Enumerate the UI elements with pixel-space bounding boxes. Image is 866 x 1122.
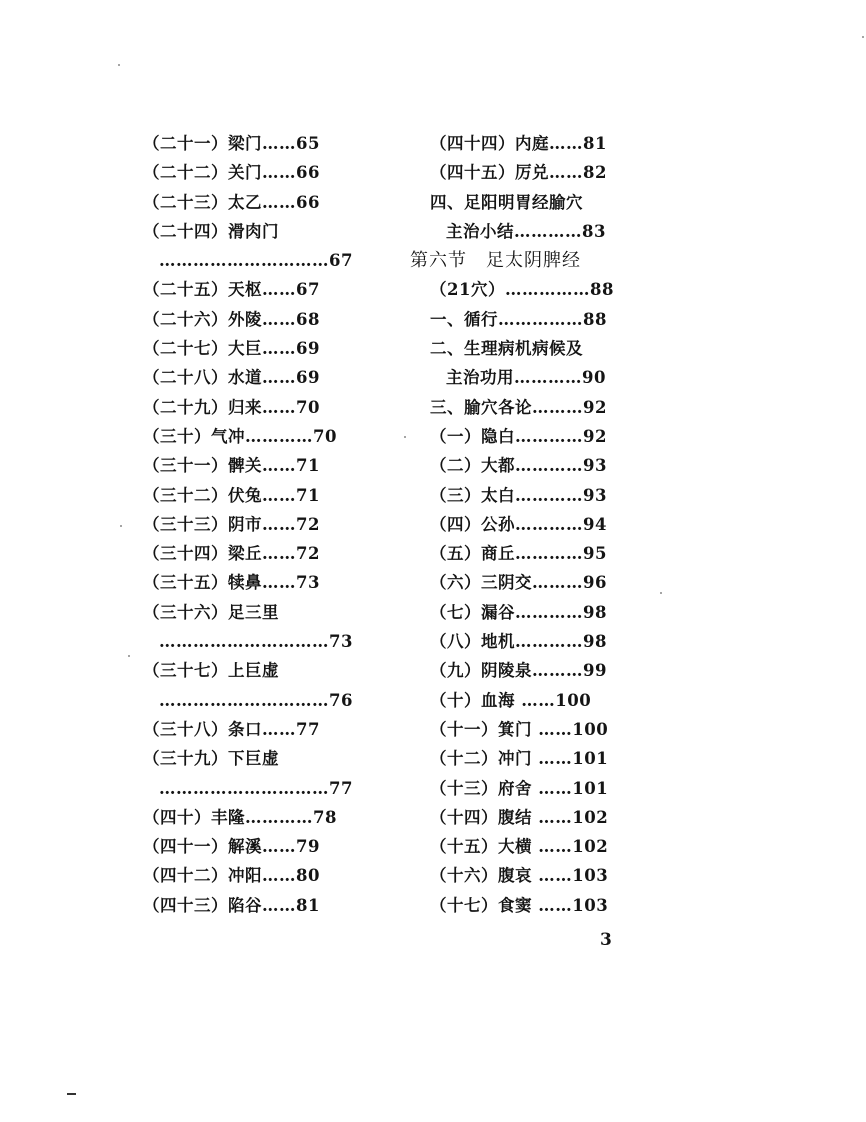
- toc-entry: （四十三）陷谷……81: [143, 895, 320, 915]
- toc-entry: （十三）府舍 ……101: [430, 778, 609, 798]
- toc-entry: 主治功用…………90: [446, 368, 606, 388]
- toc-entry: （四十）丰隆…………78: [143, 807, 337, 827]
- toc-entry: （四十一）解溪……79: [143, 837, 320, 857]
- toc-entry: （三）太白…………93: [430, 485, 607, 505]
- scan-mark: [67, 1093, 76, 1095]
- toc-entry: （三十三）阴市……72: [143, 514, 320, 534]
- toc-entry: （七）漏谷…………98: [430, 602, 607, 622]
- toc-entry-continuation: …………………………76: [159, 690, 353, 710]
- toc-entry: （一）隐白…………92: [430, 426, 607, 446]
- toc-entry: 二、生理病机病候及: [430, 339, 583, 359]
- toc-entry: （三十六）足三里: [143, 602, 279, 622]
- toc-entry: （四十四）内庭……81: [430, 134, 607, 153]
- toc-entry: （三十四）梁丘……72: [143, 544, 320, 564]
- toc-entry: 四、足阳明胃经腧穴: [430, 192, 583, 212]
- toc-entry: （十四）腹结 ……102: [430, 807, 609, 827]
- toc-entry: （九）阴陵泉………99: [430, 661, 607, 681]
- toc-entry: （三十二）伏兔……71: [143, 485, 320, 505]
- toc-entry: （二十六）外陵……68: [143, 309, 320, 329]
- toc-entry: （六）三阴交………96: [430, 573, 607, 593]
- toc-entry: 主治小结…………83: [446, 221, 606, 241]
- toc-entry: （四十五）厉兑……82: [430, 163, 607, 183]
- toc-entry: （十一）箕门 ……100: [430, 719, 609, 739]
- toc-entry-continuation: …………………………73: [159, 632, 353, 652]
- toc-entry: （十七）食窦 ……103: [430, 895, 609, 915]
- toc-entry: （三十一）髀关……71: [143, 456, 320, 476]
- toc-entry: （二十二）关门……66: [143, 163, 320, 183]
- toc-entry: （四十二）冲阳……80: [143, 866, 320, 886]
- toc-entry: （二十三）太乙……66: [143, 192, 320, 212]
- toc-entry: （二十九）归来……70: [143, 397, 320, 417]
- scan-speck: [128, 655, 130, 657]
- toc-entry: （十六）腹哀 ……103: [430, 866, 609, 886]
- toc-section-heading: 第六节 足太阴脾经: [410, 250, 581, 272]
- toc-entry: （二十一）梁门……65: [143, 134, 320, 153]
- toc-entry: （二）大都…………93: [430, 456, 607, 476]
- toc-entry: （二十七）大巨……69: [143, 339, 320, 359]
- toc-entry: （21穴）……………88: [430, 280, 614, 300]
- toc-entry: （三十五）犊鼻……73: [143, 573, 320, 593]
- toc-entry: （二十四）滑肉门: [143, 221, 279, 241]
- toc-entry: （五）商丘…………95: [430, 544, 607, 564]
- scan-speck: [118, 64, 120, 66]
- scan-speck: [862, 36, 864, 38]
- toc-right-column: [410, 129, 642, 920]
- toc-entry: （十二）冲门 ……101: [430, 749, 609, 769]
- page-number: 3: [600, 930, 612, 950]
- toc-left-column: [143, 129, 353, 920]
- toc-entry-continuation: …………………………67: [159, 251, 353, 271]
- toc-entry: （二十五）天枢……67: [143, 280, 320, 300]
- scan-speck: [660, 592, 662, 594]
- toc-entry: （二十八）水道……69: [143, 368, 320, 388]
- toc-entry: （十五）大横 ……102: [430, 837, 609, 857]
- toc-entry: （三十七）上巨虚: [143, 661, 279, 681]
- toc-entry: （十）血海 ……100: [430, 690, 592, 710]
- toc-entry: （三十九）下巨虚: [143, 749, 279, 769]
- toc-entry: （三十八）条口……77: [143, 719, 320, 739]
- toc-entry: （八）地机…………98: [430, 632, 607, 652]
- toc-entry-continuation: …………………………77: [159, 778, 353, 798]
- scan-speck: [120, 525, 122, 527]
- toc-entry: （四）公孙…………94: [430, 514, 607, 534]
- scan-speck: [404, 436, 406, 438]
- toc-entry: 一、循行……………88: [430, 309, 607, 329]
- toc-entry: 三、腧穴各论………92: [430, 397, 607, 417]
- toc-entry: （三十）气冲…………70: [143, 426, 337, 446]
